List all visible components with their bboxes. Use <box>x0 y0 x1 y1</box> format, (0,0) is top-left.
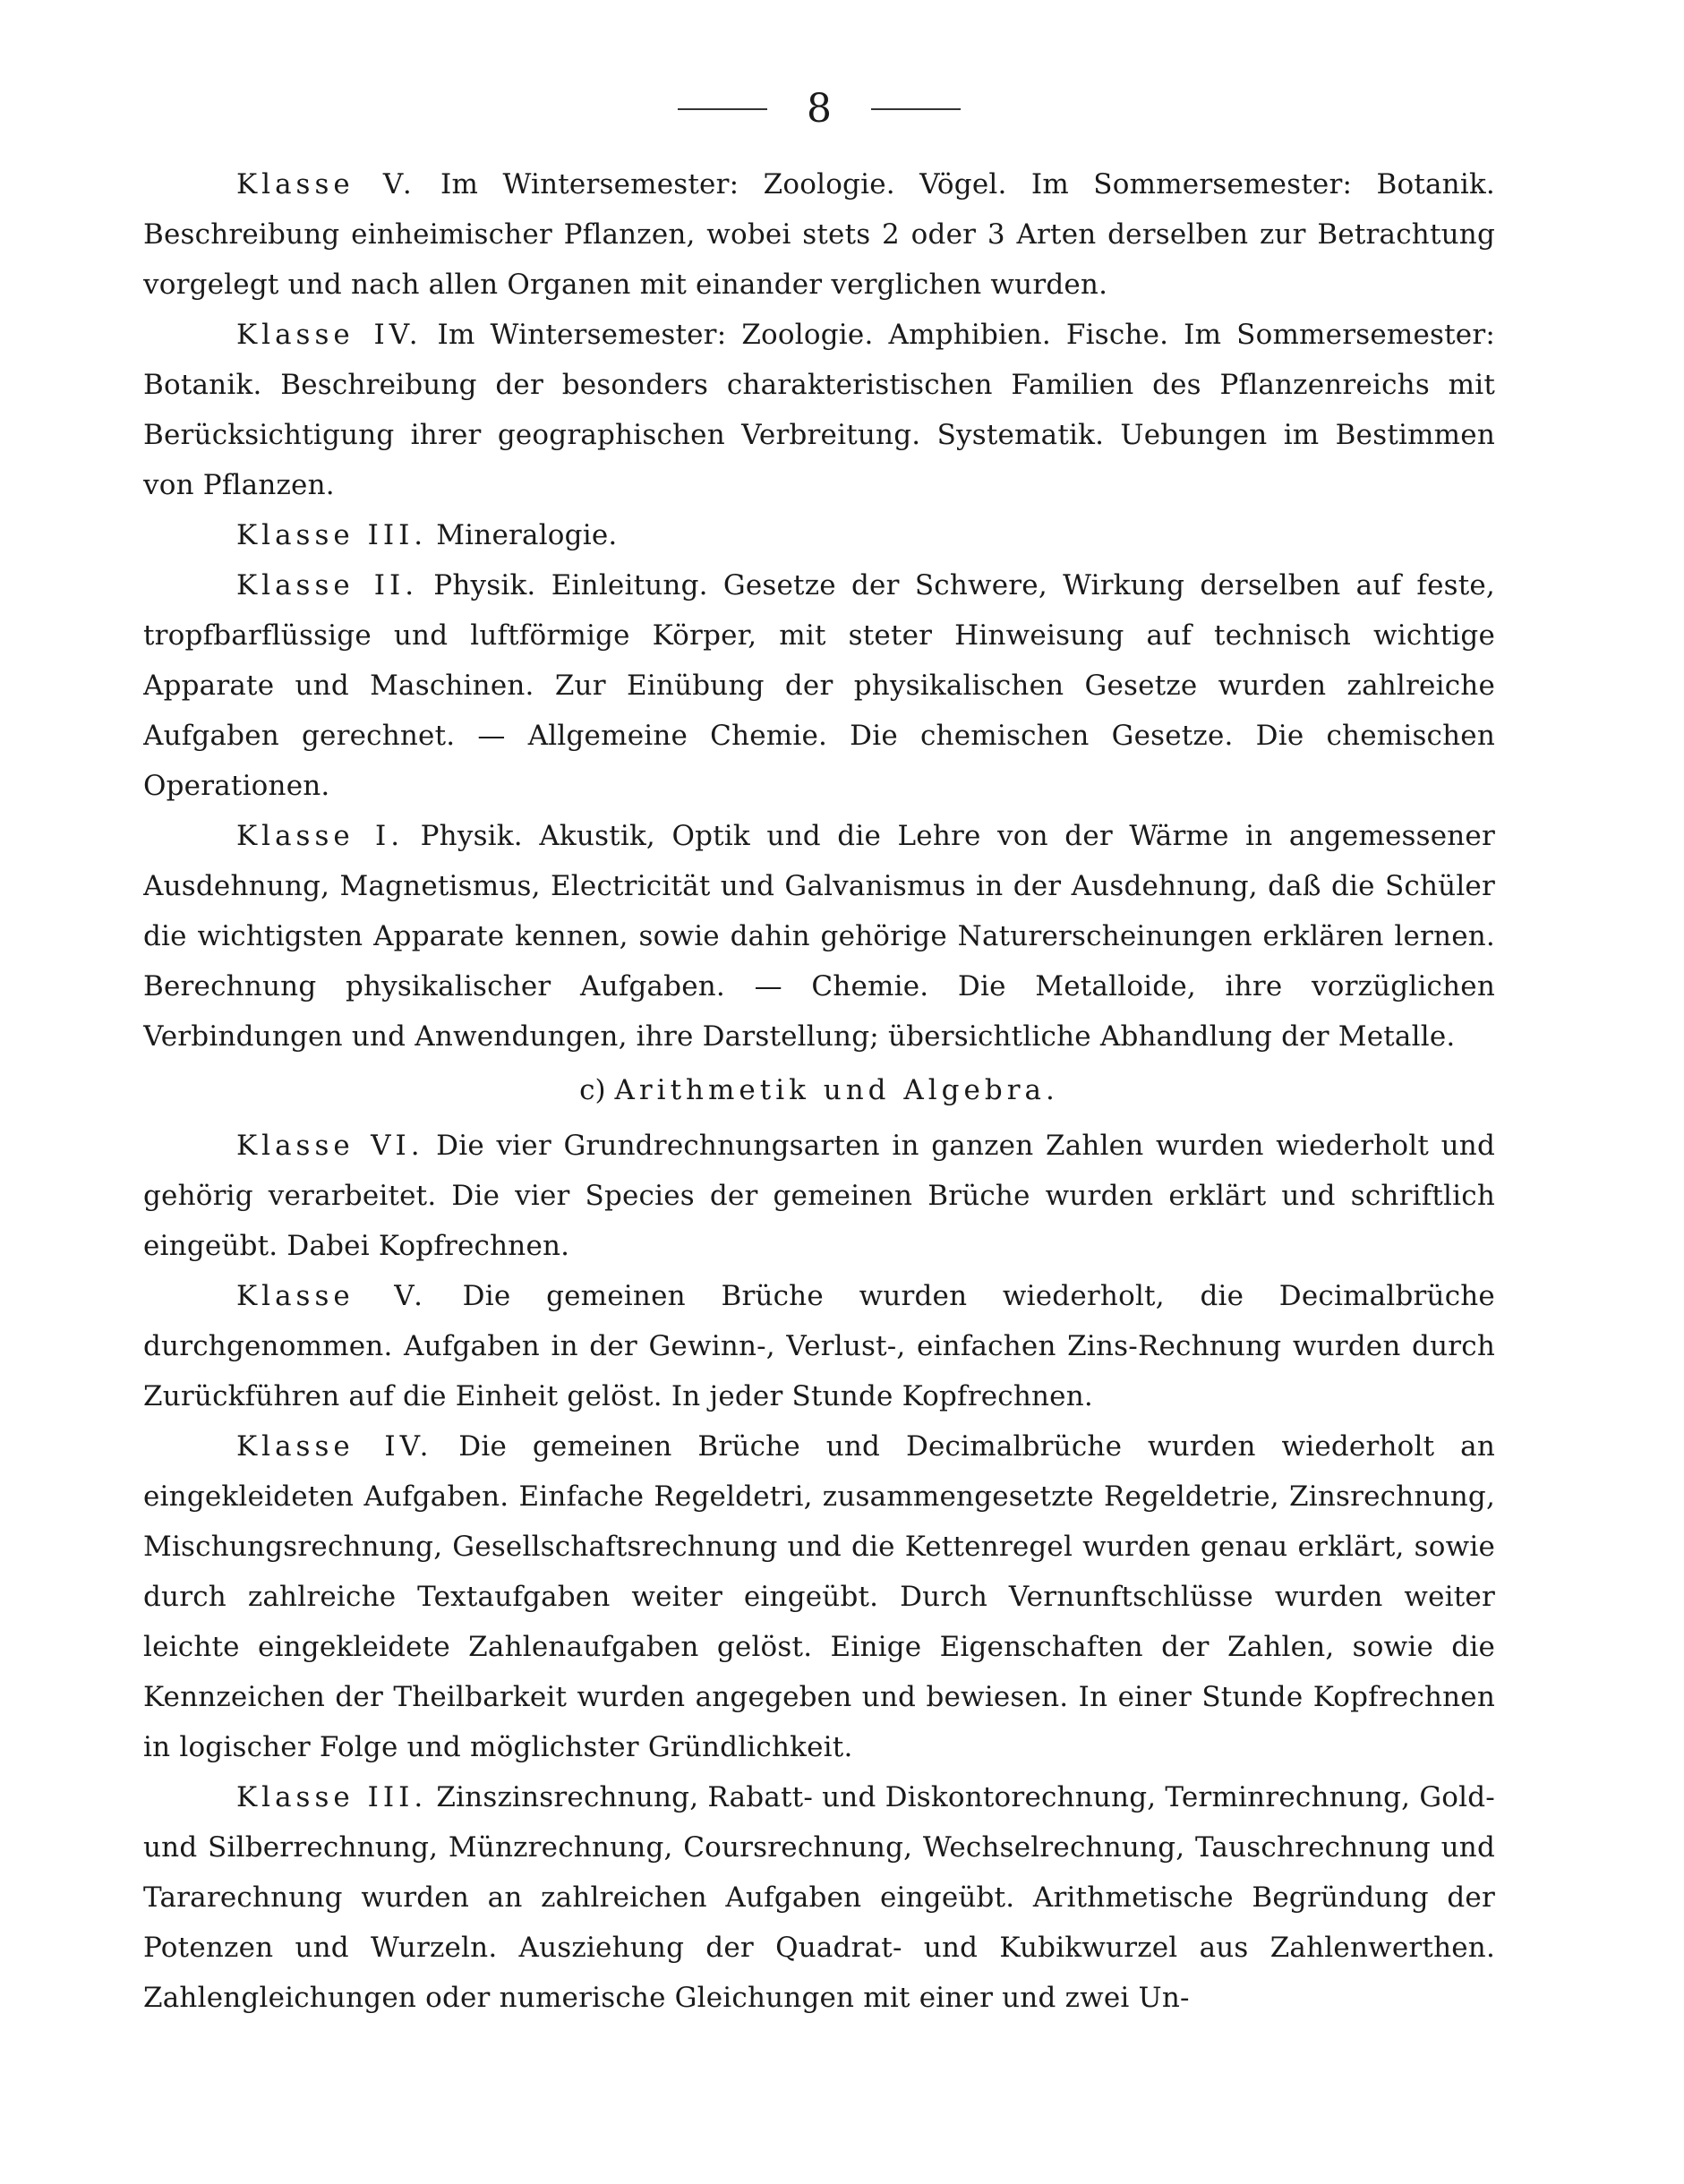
paragraph-klasse-iv-arithmetic <box>143 1421 1495 1772</box>
paragraph-klasse-iii-arithmetic <box>143 1772 1495 2023</box>
class-label: Klasse III. <box>236 519 428 551</box>
class-label: Klasse IV. <box>236 1430 433 1463</box>
paragraph-klasse-i-natural-history <box>143 811 1495 1062</box>
class-label: Klasse V. <box>236 1280 428 1312</box>
paragraph-text: Zinszinsrechnung, Rabatt- und Diskontorechnung, Terminrechnung, Gold- und Silberrechnung, Münzrechnung, Coursrechnung, Wechselrechnung, Tauschrechnung und Tararechnung wurden an zahlreichen Aufgaben eingeübt. Arithmetische Begründung der Potenzen und Wurzeln. Ausziehung der Quadrat- und Kubikwurzel aus Zahlenwerthen. Zahlengleichungen oder numerische Gleichungen mit einer und zwei Un- <box>143 1781 1495 2014</box>
document-page <box>143 81 1495 2148</box>
section-title: Arithmetik und Algebra. <box>614 1074 1059 1106</box>
paragraph-klasse-iv-natural-history <box>143 310 1495 510</box>
page-header <box>143 81 1495 138</box>
paragraph-klasse-v-arithmetic <box>143 1271 1495 1421</box>
paragraph-klasse-iii-natural-history <box>143 510 1495 560</box>
class-label: Klasse VI. <box>236 1130 424 1162</box>
class-label: Klasse I. <box>236 820 405 852</box>
paragraph-text: Physik. Akustik, Optik und die Lehre von der Wärme in angemessener Ausdehnung, Magnetismus, Electricität und Galvanismus in der Ausdehnung, daß die Schüler die wichtigsten Apparate kennen, sowie dahin gehörige Naturerscheinungen erklären lernen. Berechnung physikalischer Aufgaben. — Chemie. Die Metalloide, ihre vorzüglichen Verbindungen und Anwendungen, ihre Darstellung; übersichtliche Abhandlung der Metalle. <box>143 820 1495 1053</box>
paragraph-text: Die gemeinen Brüche wurden wiederholt, die Decimalbrüche durchgenommen. Aufgaben in der Gewinn-, Verlust-, einfachen Zins-Rechnung wurden durch Zurückführen auf die Einheit gelöst. In jeder Stunde Kopfrechnen. <box>143 1280 1495 1412</box>
paragraph-text: Die vier Grundrechnungsarten in ganzen Zahlen wurden wiederholt und gehörig verarbeitet. Die vier Species der gemeinen Brüche wurden erklärt und schriftlich eingeübt. Dabei Kopfrechnen. <box>143 1130 1495 1262</box>
paragraph-text: Physik. Einleitung. Gesetze der Schwere, Wirkung derselben auf feste, tropfbarflüssige und luftförmige Körper, mit steter Hinweisung auf technisch wichtige Apparate und Maschinen. Zur Einübung der physikalischen Gesetze wurden zahlreiche Aufgaben gerechnet. — Allgemeine Chemie. Die chemischen Gesetze. Die chemischen Operationen. <box>143 569 1495 802</box>
paragraph-klasse-vi-arithmetic <box>143 1121 1495 1271</box>
paragraph-text: Im Wintersemester: Zoologie. Vögel. Im Sommersemester: Botanik. Beschreibung einheimischer Pflanzen, wobei stets 2 oder 3 Arten derselben zur Betrachtung vorgelegt und nach allen Organen mit einander verglichen wurden. <box>143 168 1495 301</box>
page-number: 8 <box>807 86 832 132</box>
section-heading-arithmetik <box>143 1065 1495 1115</box>
paragraph-text: Mineralogie. <box>427 519 618 551</box>
class-label: Klasse V. <box>236 168 416 200</box>
paragraph-text: Die gemeinen Brüche und Decimalbrüche wurden wiederholt an eingekleideten Aufgaben. Einfache Regeldetri, zusammengesetzte Regeldetrie, Zinsrechnung, Mischungsrechnung, Gesellschaftsrechnung und die Kettenregel wurden genau erklärt, sowie durch zahlreiche Textaufgaben weiter eingeübt. Durch Vernunftschlüsse wurden weiter leichte eingekleidete Zahlenaufgaben gelöst. Einige Eigenschaften der Zahlen, sowie die Kennzeichen der Theilbarkeit wurden angegeben und bewiesen. In einer Stunde Kopfrechnen in logischer Folge und möglichster Gründlichkeit. <box>143 1430 1495 1763</box>
paragraph-text: Im Wintersemester: Zoologie. Amphibien. Fische. Im Sommersemester: Botanik. Beschreibung der besonders charakteristischen Familien des Pflanzenreichs mit Berücksichtigung ihrer geographischen Verbreitung. Systematik. Uebungen im Bestimmen von Pflanzen. <box>143 319 1495 501</box>
paragraph-klasse-ii-natural-history <box>143 560 1495 811</box>
paragraph-klasse-v-natural-history <box>143 159 1495 310</box>
class-label: Klasse II. <box>236 569 419 601</box>
class-label: Klasse IV. <box>236 319 423 351</box>
header-rule-left <box>678 108 767 110</box>
class-label: Klasse III. <box>236 1781 428 1813</box>
section-prefix: c) <box>579 1074 606 1106</box>
header-rule-right <box>871 108 961 110</box>
